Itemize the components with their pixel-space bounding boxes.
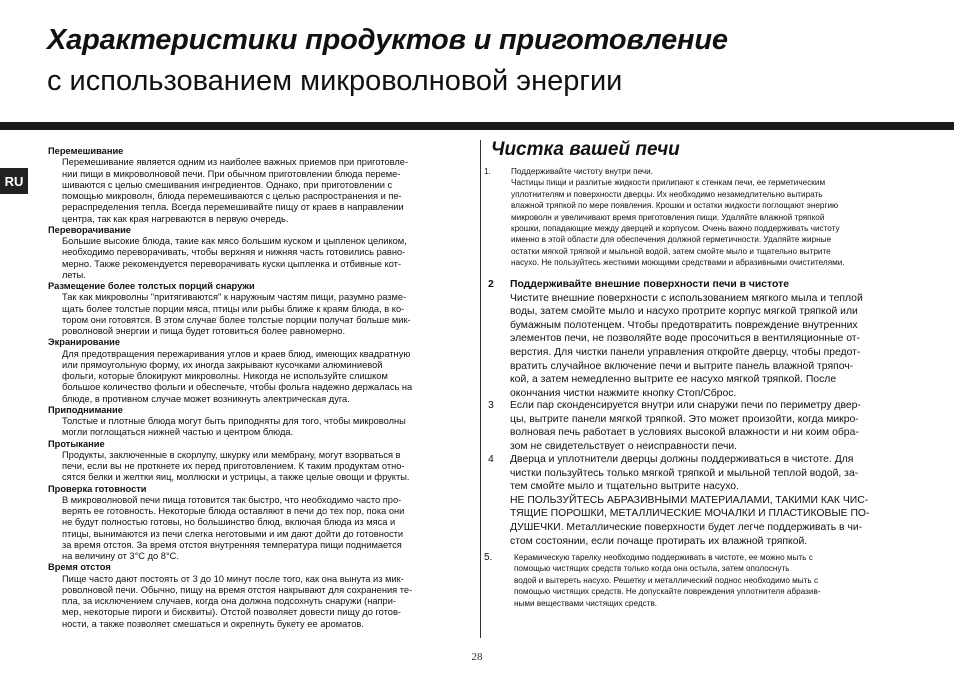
section-line: ности, а также позволяет смешаться и окрепнуть букету ее ароматов. [62,618,364,629]
text-line: стом состоянии, если почаще протирать их влажной тряпкой. [510,535,808,547]
section-line: большое количество фольги и обеспечьте, чтобы фольга надежно держалась на [62,382,413,393]
section-line: леты. [62,269,86,280]
text-line: ными веществами чистящих средств. [514,598,658,608]
section-line: Так как микроволны "притягиваются" к наружным частям пищи, разумно разме- [62,292,407,303]
section-line: сятся белки и желтки яиц, моллюски и устрицы, а также целые овощи и фрукты. [62,472,410,483]
text-line: помощью чистящих средств только когда она остыла, затем ополоснуть [514,564,790,574]
section-line: щать более толстые порции мяса, птицы или рыбы ближе к краям блюда, в ко- [62,303,405,314]
text-line: насухо. Не пользуйтесь жесткими моющими средствами и абразивными очистителями. [511,258,845,268]
text-line: верстия. Для чистки панели управления откройте дверцу, чтобы предот- [510,346,861,358]
section-line: за время отстоя. За время отстоя внутренняя температура пищи поднимается [62,539,402,550]
text-line: микроволн и увеличивают время приготовления пищи. Удаляйте влажной тряпкой [511,212,825,222]
section-line: роволновой печи. Обычно, пищу на время отстоя накрывают для сохранения те- [62,584,413,595]
text-line: крошки, попадающие между дверцей и корпусом. Очень важно поддерживать чистоту [511,224,840,234]
language-tab: RU [0,168,28,194]
section-title-cleaning: Чистка вашей печи [491,139,680,160]
section-line: шиваются с целью смешивания ингредиентов. Однако, при приготовлении с [62,179,393,190]
column-divider [480,140,481,638]
section-heading: Размещение более толстых порций снаружи [48,281,255,291]
item-number: 4 [488,454,494,465]
section-heading: Экранирование [48,337,121,348]
text-line: влажной тряпкой по мере появления. Крошки и остатки жидкости поглощают энергию [511,201,839,211]
section-line: Большие высокие блюда, такие как мясо большим куском и цыпленок целиком, [62,236,407,246]
item-lines [510,292,863,401]
section-line: птицы, вынимаются из печи слегка неготовыми и им дают дойти до готовности [62,528,404,539]
section-line: Продукты, заключенные в скорлупу, шкурку или мембрану, могут взорваться в [62,449,401,460]
section-heading: Приподнимание [48,404,123,415]
section-heading: Время отстоя [48,562,111,573]
text-line: Поддерживайте чистоту внутри печи. [511,167,653,176]
page-number: 28 [471,651,483,663]
left-column [48,146,468,630]
item-body [511,166,845,269]
text-line: вратить случайное включение печи и вытрите панель влажной тряпоч- [510,360,854,372]
text-line: именно в этой области для обеспечения должной герметичности. Удаляйте жирные [511,235,832,245]
text-line: бумажным полотенцем. Чтобы предотвратить повреждение внутренних [510,319,858,331]
item-body [514,552,821,609]
header-rule [0,122,954,130]
item-heading: Поддерживайте внешние поверхности печи в чистоте [510,279,789,290]
item-body [510,453,869,548]
text-line: чистки пользуйтесь только мягкой тряпкой и мыльной теплой водой, за- [510,467,859,479]
text-line: ДУШЕЧКИ. Металлические поверхности будет легче поддерживать в чи- [510,521,863,533]
section-line: Для предотвращения пережаривания углов и краев блюд, имеющих квадратную [62,348,411,359]
text-line: НЕ ПОЛЬЗУЙТЕСЬ АБРАЗИВНЫМИ МАТЕРИАЛАМИ, ТАКИМИ КАК ЧИС- [510,494,869,506]
section-line: верять ее готовность. Некоторые блюда оставляют в печи до тех пор, пока они [62,506,405,516]
section-line: роволновой энергии и пища будет готовиться более равномерно. [62,326,346,336]
section-line: или прямоугольную форму, их иногда закрывают кусочками алюминиевой [62,359,383,370]
section-line: на величину от 3°С до 8°С. [62,551,179,561]
text-line: кой, а затем немедленно вытрите ее насухо мягкой тряпкой. После [510,374,837,386]
section-heading: Перемешивание [48,146,124,156]
text-line: тем смойте мыло и тщательно вытрите насухо. [510,481,739,493]
text-line: Керамическую тарелку необходимо поддерживать в чистоте, ее можно мыть с [514,553,813,562]
item-number: 3 [488,400,494,411]
text-line: окончания чистки нажмите кнопку Стоп/Сброс. [510,387,737,399]
text-line: уплотнителям и поверхности дверцы. Их необходимо незамедлительно вытирать [511,189,823,199]
section-line: мерно. Также рекомендуется переворачивать куски цыпленка и отбивные кот- [62,258,402,269]
section-line: печи, если вы не проткнете их перед приготовлением. К таким продуктам отно- [62,461,405,471]
section-line: необходимо переворачивать, чтобы верхняя и нижняя часть готовились равно- [62,247,406,258]
item-number: 2 [488,279,494,290]
text-line: элементов печи, не позволяйте воде просочиться в вентиляционные от- [510,333,860,345]
text-line: помощью чистящих средств. Не допускайте повреждения уплотнителя абразив- [514,587,821,597]
text-line: ТЯЩИЕ ПОРОШКИ, МЕТАЛЛИЧЕСКИЕ МОЧАЛКИ И ПЛАСТИКОВЫЕ ПО- [510,508,870,520]
section-heading: Переворачивание [48,224,131,235]
section-line: рераспределения тепла. Всегда перемешивайте пищу от краев в направлении [62,202,404,213]
text-line: зом не свидетельствует о неисправности печи. [510,440,738,452]
item-body [510,278,863,400]
section-line: тором они готовятся. В этом случае более толстые порции получат больше мик- [62,314,411,325]
section-line: нии пищи в микроволновой печи. При обычном приготовлении блюда переме- [62,168,401,179]
section-line: фольги, которые блокируют микроволны. Никогда не используйте слишком [62,371,388,381]
section-line: блюде, в противном случае может возникнуть электрическая дуга. [62,393,350,404]
section-heading: Проверка готовности [48,483,147,494]
text-line: Если пар сконденсируется внутри или снаружи печи по периметру двер- [510,400,861,411]
section-line: не будут полностью готовы, но большинство блюд, включая блюда из мяса и [62,517,396,528]
text-line: водой и вытереть насухо. Решетку и металлический поднос необходимо мыть с [514,575,819,585]
section-line: В микроволновой печи пища готовится так быстро, что необходимо часто про- [62,494,402,505]
section-line: Пище часто дают постоять от 3 до 10 минут после того, как она вынута из мик- [62,573,404,584]
item-number: 1. [484,167,491,176]
text-line: воды, затем смойте мыло и насухо протрите корпус мягкой тряпкой или [510,306,858,318]
section-heading: Протыкание [48,438,105,449]
section-line: могли поглощаться нижней частью и центром блюда. [62,427,294,438]
text-line: остатки мягкой тряпкой и мыльной водой, затем смойте мыло и тщательно вытрите [511,246,831,256]
section-line: центра, так как края нагреваются в первую очередь. [62,213,289,224]
text-line: Дверца и уплотнители дверцы должны поддерживаться в чистоте. Для [510,454,854,465]
item-number: 5. [484,552,493,563]
text-line: Чистите внешние поверхности с использованием мягкого мыла и теплой [510,292,863,304]
section-line: Перемешивание является одним из наиболее важных приемов при приготовле- [62,157,409,168]
section-line: Толстые и плотные блюда могут быть приподняты для того, чтобы микроволны [62,416,406,426]
text-line: цы, вытрите панели мягкой тряпкой. Это может произойти, когда микро- [510,413,859,425]
section-line: помощью микроволн, блюда перемешиваются с целью распространения и пе- [62,191,402,201]
page-title: Характеристики продуктов и приготовление [47,24,728,56]
page-subtitle: с использованием микроволновой энергии [47,65,623,97]
text-line: волновая печь работает в условиях высокой влажности и ни коим обра- [510,427,859,439]
section-line: пла, за исключением случаев, когда она должна подсохнуть снаружи (напри- [62,596,397,606]
text-line: Частицы пищи и разлитые жидкости прилипают к стенкам печи, ее герметическим [511,178,826,188]
item-body [510,399,861,453]
section-line: мер, некоторые пироги и бисквиты). Отстой позволяет довести пищу до готов- [62,607,401,618]
